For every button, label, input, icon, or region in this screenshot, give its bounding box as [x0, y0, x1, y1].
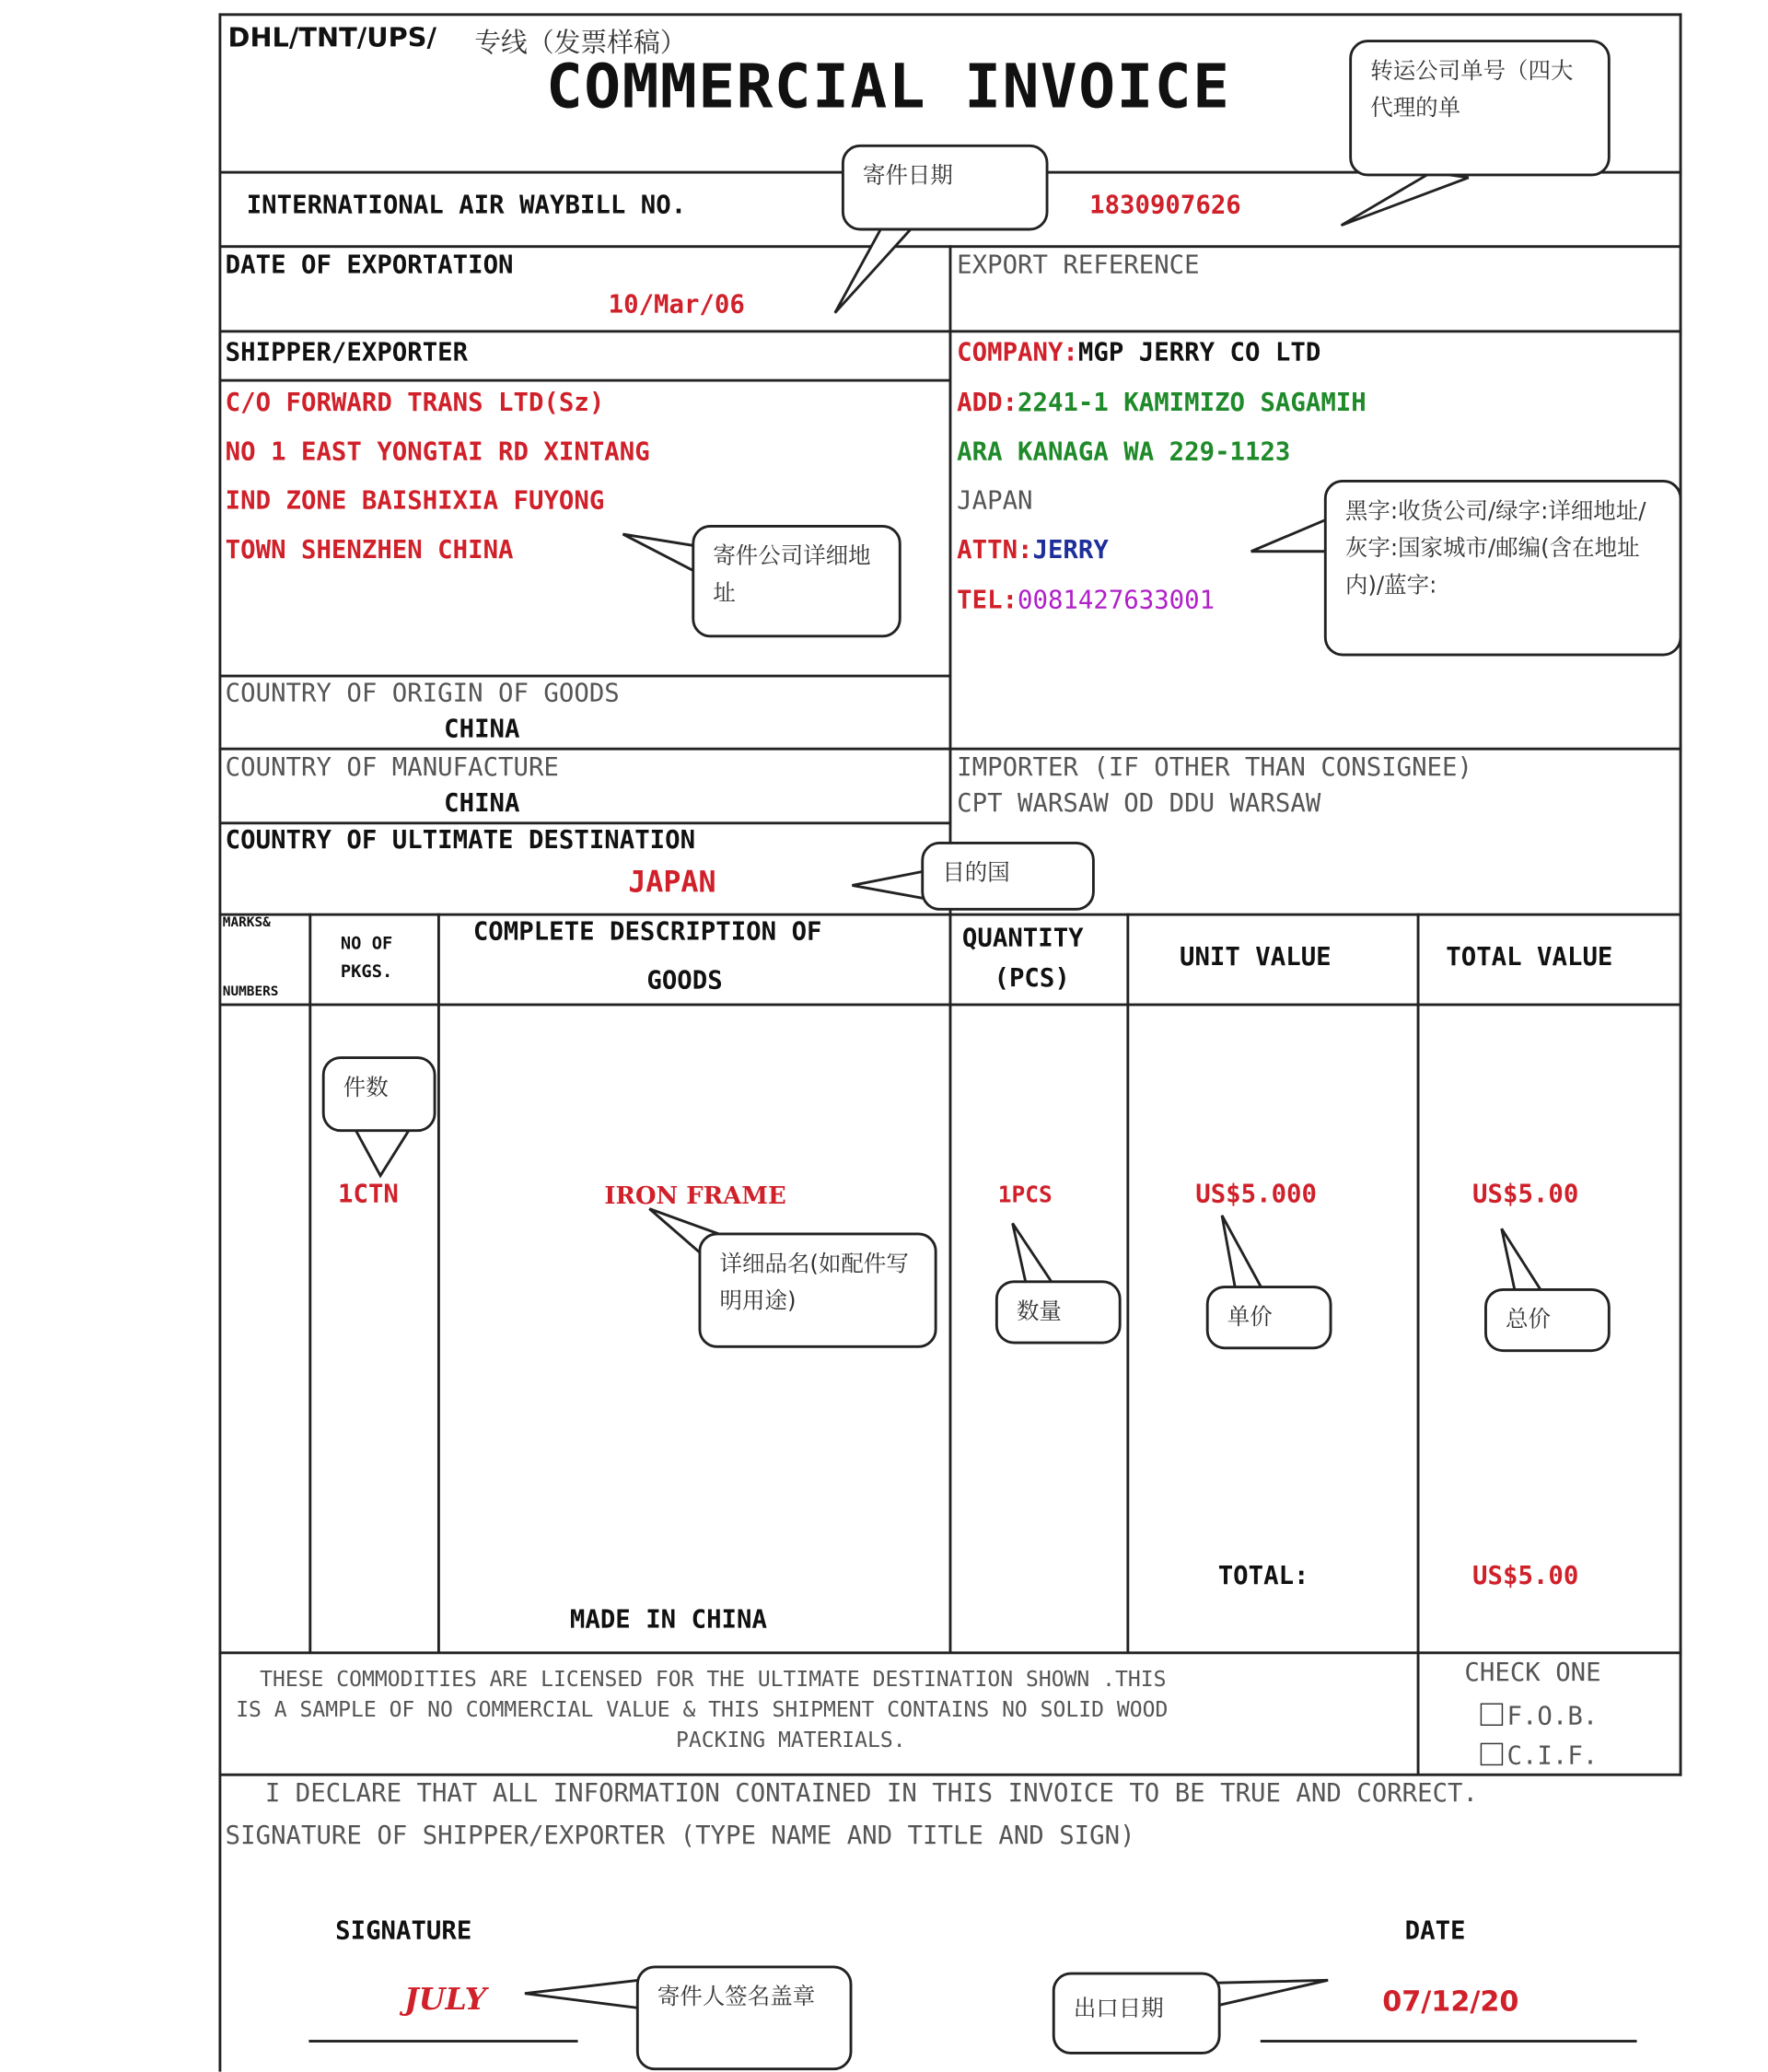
date-label: DATE — [1404, 1916, 1466, 1946]
shipper-line-1: C/O FORWARD TRANS LTD(Sz) — [225, 388, 605, 418]
export-date-value: 10/Mar/06 — [608, 290, 745, 320]
export-date-label: DATE OF EXPORTATION — [225, 250, 514, 280]
importer-label: IMPORTER (IF OTHER THAN CONSIGNEE) — [957, 752, 1472, 783]
waybill-number: 1830907626 — [1089, 191, 1241, 220]
destination-label: COUNTRY OF ULTIMATE DESTINATION — [225, 825, 696, 856]
callout-destination-country — [921, 842, 1095, 911]
callout-pkg-count — [322, 1056, 436, 1132]
consignee-country: JAPAN — [957, 486, 1033, 516]
check-one-label: CHECK ONE — [1464, 1658, 1601, 1688]
callout-ship-date — [842, 145, 1049, 231]
callout-unit-price — [1206, 1286, 1332, 1349]
signature-value: JULY — [403, 1981, 487, 2018]
signature-label: SIGNATURE — [335, 1916, 472, 1946]
callout-forwarder-number-text: 转运公司单号（四大代理的单 — [1370, 58, 1574, 122]
callout-shipper-address — [692, 525, 901, 637]
origin-value: CHINA — [444, 714, 520, 744]
company-label: COMPANY: — [957, 338, 1078, 367]
invoice-title: COMMERCIAL INVOICE — [545, 50, 1231, 122]
shipper-line-4: TOWN SHENZHEN CHINA — [225, 535, 514, 565]
declaration-line-2: SIGNATURE OF SHIPPER/EXPORTER (TYPE NAME AND TITLE AND SIGN) — [225, 1821, 1135, 1851]
shipper-line-2: NO 1 EAST YONGTAI RD XINTANG — [225, 437, 650, 467]
callout-export-date-text: 出口日期 — [1073, 1996, 1164, 2023]
callout-pkg-count-text: 件数 — [343, 1075, 389, 1102]
col-total-value: TOTAL VALUE — [1446, 942, 1613, 972]
cif-label: C.I.F. — [1506, 1741, 1599, 1771]
callout-shipper-address-text: 寄件公司详细地址 — [713, 543, 871, 608]
date-value: 07/12/20 — [1382, 1985, 1519, 2018]
row-description: IRON FRAME — [604, 1182, 786, 1211]
callout-quantity — [995, 1280, 1122, 1344]
origin-label: COUNTRY OF ORIGIN OF GOODS — [225, 678, 620, 708]
row-total-value: US$5.00 — [1472, 1179, 1579, 1209]
tel-label: TEL: — [957, 586, 1018, 615]
col-marks-1: MARKS& — [222, 915, 271, 931]
callout-export-date — [1053, 1973, 1221, 2055]
col-desc-1: COMPLETE DESCRIPTION OF — [472, 916, 822, 947]
tel-value: 0081427633001 — [1018, 586, 1216, 615]
declaration-line-1: I DECLARE THAT ALL INFORMATION CONTAINED IN THIS INVOICE TO BE TRUE AND CORRECT. — [264, 1778, 1478, 1809]
made-in-label: MADE IN CHINA — [569, 1604, 767, 1635]
carriers-label: DHL/TNT/UPS/ — [227, 21, 437, 53]
importer-value: CPT WARSAW OD DDU WARSAW — [957, 788, 1321, 819]
callout-total-price — [1484, 1288, 1611, 1352]
manufacture-value: CHINA — [444, 788, 520, 819]
col-marks-2: NUMBERS — [222, 984, 279, 1000]
callout-product-name — [699, 1233, 937, 1348]
attn-value: JERRY — [1032, 535, 1109, 565]
callout-product-name-text: 详细品名(如配件写明用途) — [719, 1251, 909, 1315]
callout-total-price-text: 总价 — [1506, 1307, 1551, 1333]
callout-consignee-legend — [1324, 480, 1682, 656]
callout-quantity-text: 数量 — [1016, 1298, 1062, 1326]
callout-consignee-legend-text: 黑字:收货公司/绿字:详细地址/灰字:国家城市/邮编(含在地址内)/蓝字: — [1344, 498, 1646, 599]
waybill-label: INTERNATIONAL AIR WAYBILL NO. — [246, 191, 687, 220]
col-qty-2: (PCS) — [994, 963, 1070, 994]
col-unit-value: UNIT VALUE — [1179, 942, 1332, 972]
callout-unit-price-text: 单价 — [1227, 1304, 1273, 1332]
row-quantity: 1PCS — [997, 1182, 1053, 1209]
statement-line-3: PACKING MATERIALS. — [676, 1727, 906, 1752]
callout-destination-country-text: 目的国 — [942, 860, 1010, 887]
callout-signer — [636, 1965, 853, 2070]
destination-value: JAPAN — [628, 867, 716, 901]
col-pkgs-1: NO OF — [340, 934, 393, 955]
shipper-line-3: IND ZONE BAISHIXIA FUYONG — [225, 486, 605, 516]
callout-ship-date-text: 寄件日期 — [862, 163, 953, 190]
shipper-label: SHIPPER/EXPORTER — [225, 338, 469, 367]
fob-label: F.O.B. — [1506, 1702, 1599, 1731]
add-value: 2241-1 KAMIMIZO SAGAMIH — [1018, 388, 1367, 418]
row-pkgs: 1CTN — [338, 1179, 399, 1209]
total-label: TOTAL: — [1217, 1561, 1309, 1591]
col-pkgs-2: PKGS. — [340, 961, 393, 983]
total-amount: US$5.00 — [1472, 1561, 1579, 1591]
export-reference-label: EXPORT REFERENCE — [957, 250, 1200, 280]
add-label: ADD: — [957, 388, 1018, 418]
statement-line-1: THESE COMMODITIES ARE LICENSED FOR THE ULTIMATE DESTINATION SHOWN .THIS — [260, 1666, 1167, 1692]
consignee-address-2: ARA KANAGA WA 229-1123 — [957, 437, 1291, 467]
statement-line-2: IS A SAMPLE OF NO COMMERCIAL VALUE & THIS SHIPMENT CONTAINS NO SOLID WOOD — [236, 1696, 1169, 1722]
callout-forwarder-number — [1349, 40, 1611, 176]
callout-signer-text: 寄件人签名盖章 — [657, 1984, 816, 2011]
col-desc-2: GOODS — [646, 966, 723, 995]
carriers-cn-label: 专线（发票样稿） — [474, 26, 687, 59]
col-qty-1: QUANTITY — [961, 924, 1084, 953]
company-value: MGP JERRY CO LTD — [1077, 338, 1321, 367]
attn-label: ATTN: — [957, 535, 1033, 565]
row-unit-value: US$5.000 — [1195, 1179, 1317, 1209]
manufacture-label: COUNTRY OF MANUFACTURE — [225, 752, 559, 783]
